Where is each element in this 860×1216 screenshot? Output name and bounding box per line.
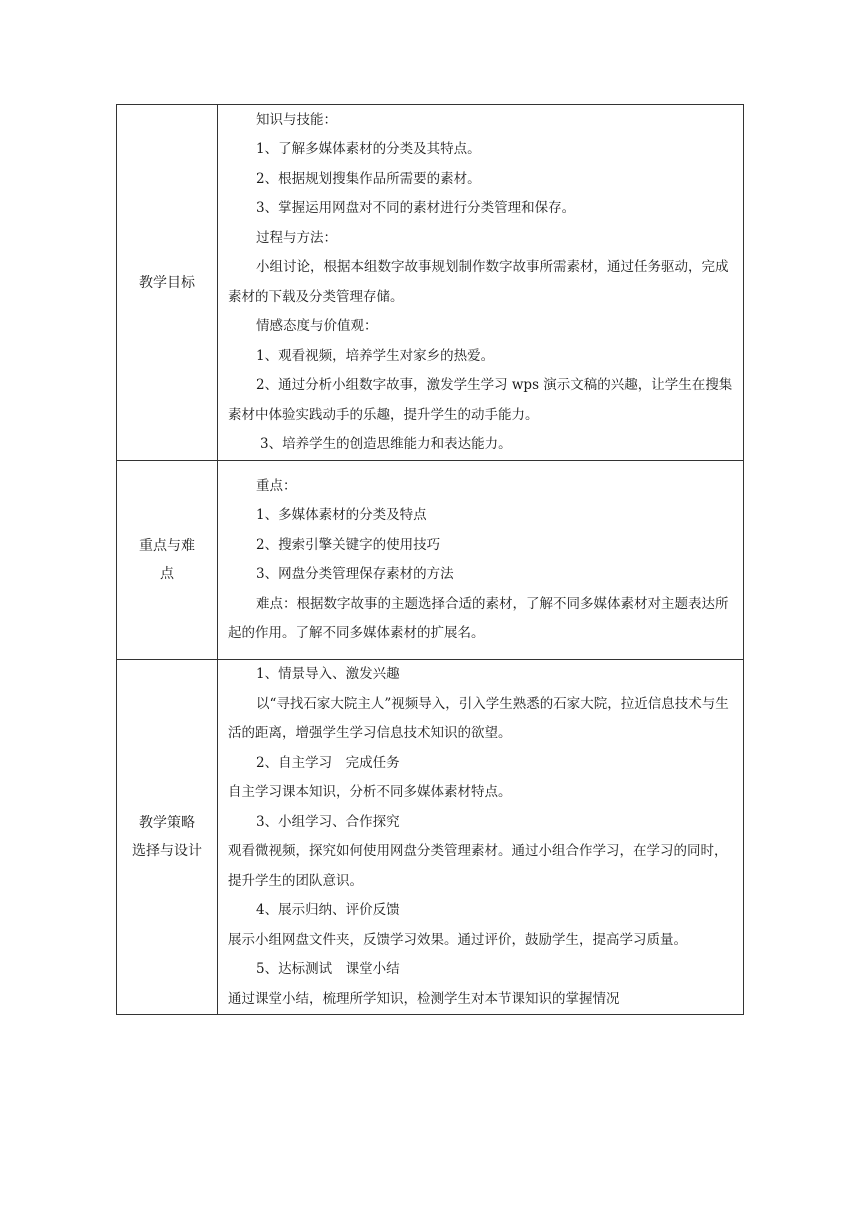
lesson-plan-table: [116, 104, 744, 1015]
paragraph: 自主学习课本知识，分析不同多媒体素材特点。: [228, 784, 512, 800]
row-label-line: 选择与设计: [132, 843, 202, 859]
paragraph: 1、观看视频，培养学生对家乡的热爱。: [256, 347, 495, 364]
paragraph: 2、通过分析小组数字故事，激发学生学习 wps 演示文稿的兴趣，让学生在搜集素材中体验实践动手的乐趣，提升学生的动手能力。: [228, 377, 733, 423]
paragraph: 3、培养学生的创造思维能力和表达能力。: [260, 436, 512, 452]
paragraph: 1、多媒体素材的分类及特点: [256, 507, 427, 523]
paragraph: 重点：: [256, 477, 297, 494]
paragraph: 3、网盘分类管理保存素材的方法: [256, 566, 454, 582]
paragraph: 难点：根据数字故事的主题选择合适的素材，了解不同多媒体素材对主题表达所起的作用。了解不同多媒体素材的扩展名。: [228, 595, 729, 641]
paragraph: 2、自主学习 完成任务: [256, 754, 400, 771]
paragraph: 通过课堂小结，梳理所学知识，检测学生对本节课知识的掌握情况: [228, 990, 620, 1007]
paragraph: 以“寻找石家大院主人”视频导入，引入学生熟悉的石家大院，拉近信息技术与生活的距离，增强学生学习信息技术知识的欲望。: [228, 695, 729, 741]
row-content-teaching-objectives: [218, 105, 744, 461]
paragraph: 1、情景导入、激发兴趣: [256, 666, 400, 682]
row-label-line: 重点与难: [139, 538, 195, 554]
paragraph: 2、根据规划搜集作品所需要的素材。: [256, 170, 481, 187]
row-label-line: 教学策略: [139, 815, 195, 831]
row-label-text: 教学目标: [139, 274, 195, 291]
paragraph: 小组讨论，根据本组数字故事规划制作数字故事所需素材，通过任务驱动，完成素材的下载及分类管理存储。: [228, 259, 729, 305]
row-label-teaching-objectives: [117, 105, 218, 461]
row-content-key-points: [218, 461, 744, 660]
paragraph: 3、小组学习、合作探究: [256, 813, 400, 830]
paragraph: 4、展示归纳、评价反馈: [256, 902, 400, 918]
paragraph: 5、达标测试 课堂小结: [256, 961, 400, 977]
row-label-line: 点: [160, 566, 174, 582]
paragraph: 展示小组网盘文件夹，反馈学习效果。通过评价，鼓励学生，提高学习质量。: [228, 931, 687, 948]
paragraph: 情感态度与价值观：: [256, 318, 378, 334]
table-row-key-points: [117, 461, 744, 660]
paragraph: 知识与技能：: [256, 111, 337, 128]
row-label-teaching-strategy: [117, 660, 218, 1015]
row-label-key-points: [117, 461, 218, 660]
paragraph: 1、了解多媒体素材的分类及其特点。: [256, 141, 481, 157]
paragraph: 3、掌握运用网盘对不同的素材进行分类管理和保存。: [256, 200, 576, 216]
paragraph: 观看微视频，探究如何使用网盘分类管理素材。通过小组合作学习，在学习的同时，提升学生的团队意识。: [228, 843, 728, 889]
row-content-teaching-strategy: [218, 660, 744, 1015]
paragraph: 2、搜索引擎关键字的使用技巧: [256, 536, 441, 553]
table-row-teaching-objectives: [117, 105, 744, 461]
paragraph: 过程与方法：: [256, 229, 337, 246]
table-row-teaching-strategy: [117, 660, 744, 1015]
